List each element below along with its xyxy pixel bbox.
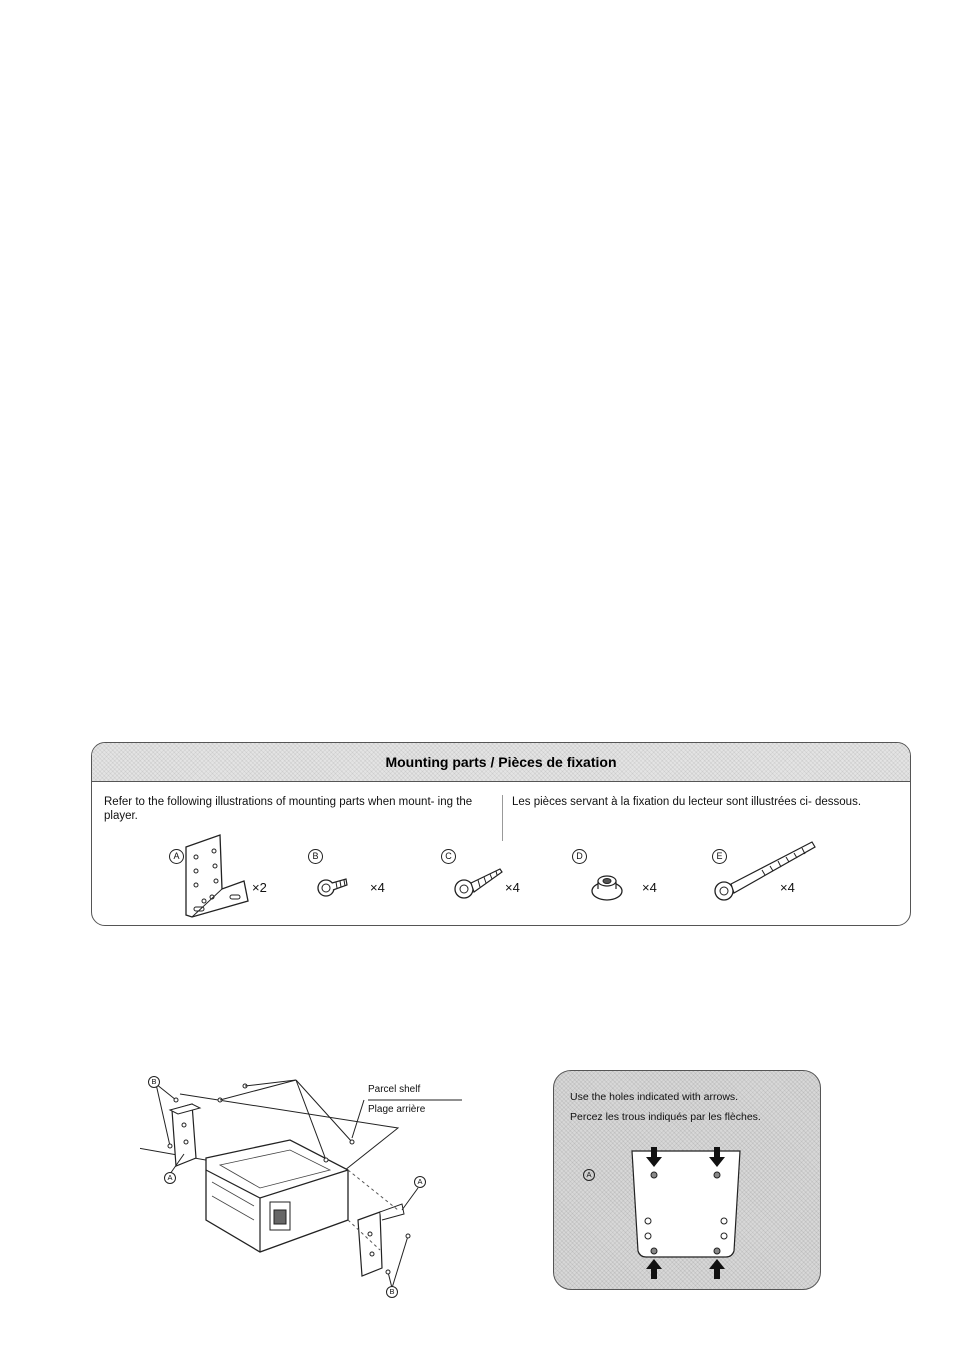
- installation-diagram: [140, 1070, 470, 1300]
- part-b-qty: ×4: [370, 880, 385, 895]
- part-d-letter: D: [572, 849, 587, 864]
- callout-b-left: B: [148, 1076, 160, 1088]
- callout-b-right: B: [386, 1286, 398, 1298]
- nut-icon: [590, 873, 624, 903]
- part-b-letter: B: [308, 849, 323, 864]
- tapping-screw-icon: [452, 865, 504, 901]
- bracket-holes-illustration: [554, 1071, 820, 1289]
- bolt-icon: [712, 839, 818, 905]
- mounting-parts-text-fr: Les pièces servant à la fixation du lecteur sont illustrées ci- dessous.: [512, 796, 862, 808]
- mounting-parts-title: Mounting parts / Pièces de fixation: [92, 743, 910, 782]
- mounting-parts-box: [91, 742, 911, 926]
- part-c-qty: ×4: [505, 880, 520, 895]
- part-e-letter: E: [712, 849, 727, 864]
- part-a-letter: A: [169, 849, 184, 864]
- part-a-qty: ×2: [252, 880, 267, 895]
- holes-panel: [553, 1070, 821, 1290]
- plage-arriere-label: Plage arrière: [368, 1104, 426, 1115]
- callout-a: A: [583, 1169, 595, 1181]
- callout-a-left: A: [164, 1172, 176, 1184]
- holes-text-en: Use the holes indicated with arrows.: [570, 1091, 739, 1103]
- screw-icon: [316, 873, 350, 899]
- holes-text-fr: Percez les trous indiqués par les flèches.: [570, 1111, 761, 1123]
- divider: [502, 795, 503, 841]
- parcel-shelf-label: Parcel shelf: [368, 1084, 421, 1095]
- part-c-letter: C: [441, 849, 456, 864]
- mounting-parts-text-en: Refer to the following illustrations of mounting parts when mount- ing the player.: [104, 796, 473, 822]
- part-d-qty: ×4: [642, 880, 657, 895]
- callout-a-right: A: [414, 1176, 426, 1188]
- part-e-qty: ×4: [780, 880, 795, 895]
- bracket-icon: [182, 833, 252, 919]
